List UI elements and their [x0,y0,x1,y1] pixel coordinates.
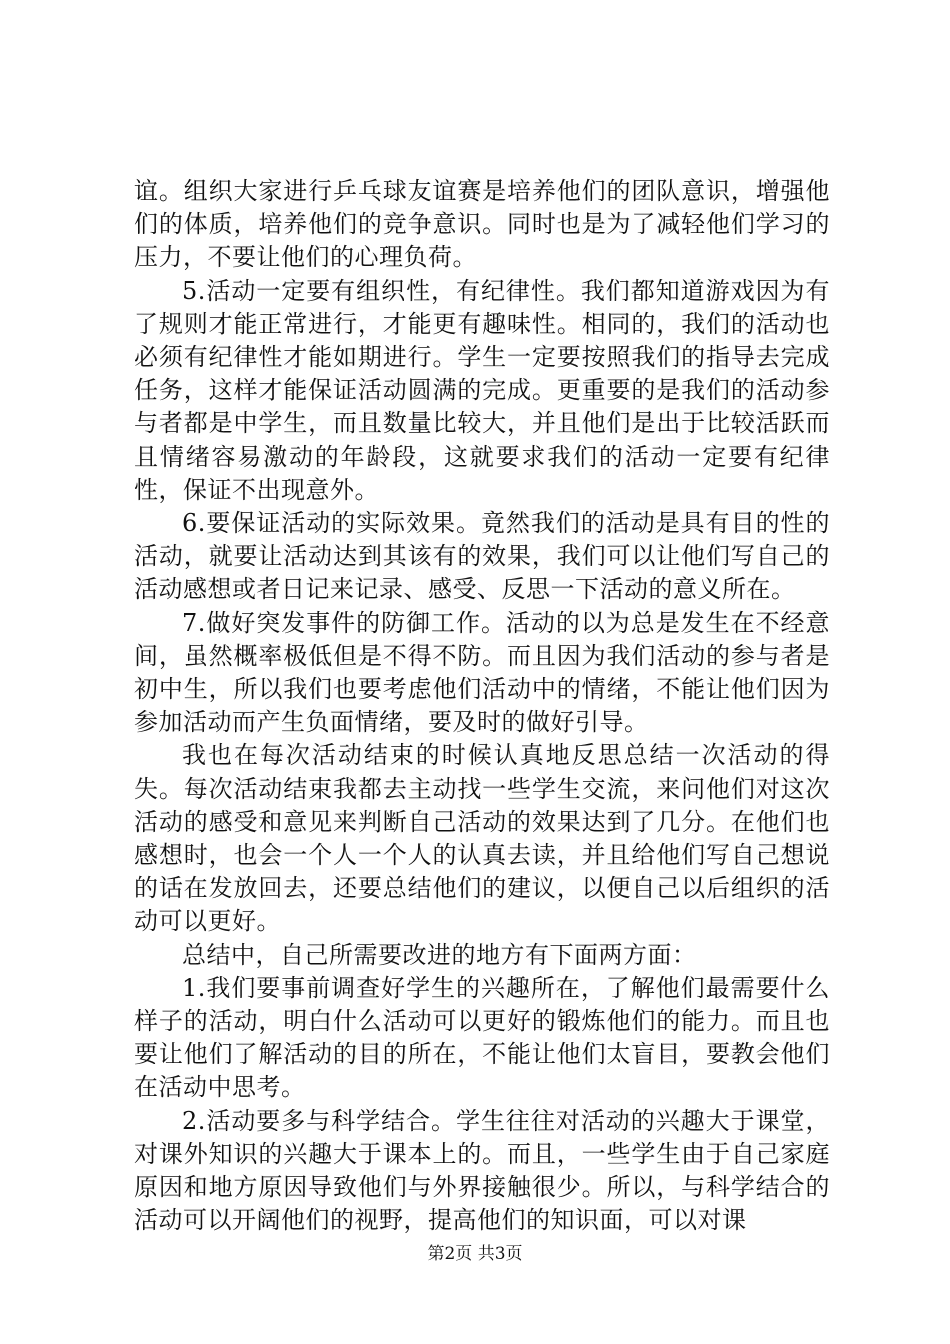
page-number: 第2页 [427,1244,473,1264]
paragraph-improvements-intro: 总结中，自己所需要改进的地方有下面两方面： [182,940,697,969]
page-total: 共3页 [477,1244,523,1264]
paragraph-point-5: 5.活动一定要有组织性，有纪律性。我们都知道游戏因为有了规则才能正常进行，才能更有趣味性。相同的，我们的活动也必须有纪律性才能如期进行。学生一定要按照我们的指导去完成任务，这样才能保证活动圆满的完成。更重要的是我们的活动参与者都是中学生，而且数量比较大，并且他们是出于比较活跃而且情绪容易激动的年龄段，这就要求我们的活动一定要有纪律性，保证不出现意外。 [134,276,830,504]
paragraph-improvement-1: 1.我们要事前调查好学生的兴趣所在，了解他们最需要什么样子的活动，明白什么活动可以更好的锻炼他们的能力。而且也要让他们了解活动的目的所在，不能让他们太盲目，要教会他们在活动中思考。 [134,973,830,1102]
paragraph-improvement-2: 2.活动要多与科学结合。学生往往对活动的兴趣大于课堂，对课外知识的兴趣大于课本上的。而且，一些学生由于自己家庭原因和地方原因导致他们与外界接触很少。所以，与科学结合的活动可以开阔他们的视野，提高他们的知识面，可以对课 [134,1106,830,1235]
paragraph-continuation: 谊。组织大家进行乒乓球友谊赛是培养他们的团队意识，增强他们的体质，培养他们的竞争意识。同时也是为了减轻他们学习的压力，不要让他们的心理负荷。 [134,177,830,272]
paragraph-point-7: 7.做好突发事件的防御工作。活动的以为总是发生在不经意间，虽然概率极低但是不得不防。而且因为我们活动的参与者是初中生，所以我们也要考虑他们活动中的情绪，不能让他们因为参加活动而产生负面情绪，要及时的做好引导。 [134,608,830,737]
document-body [134,175,830,1238]
page-footer [0,1243,950,1265]
paragraph-point-6: 6.要保证活动的实际效果。竟然我们的活动是具有目的性的活动，就要让活动达到其该有的效果，我们可以让他们写自己的活动感想或者日记来记录、感受、反思一下活动的意义所在。 [134,509,830,604]
paragraph-reflection: 我也在每次活动结束的时候认真地反思总结一次活动的得失。每次活动结束我都去主动找一些学生交流，来问他们对这次活动的感受和意见来判断自己活动的效果达到了几分。在他们也感想时，也会一个人一个人的认真去读，并且给他们写自己想说的话在发放回去，还要总结他们的建议，以便自己以后组织的活动可以更好。 [134,741,830,936]
